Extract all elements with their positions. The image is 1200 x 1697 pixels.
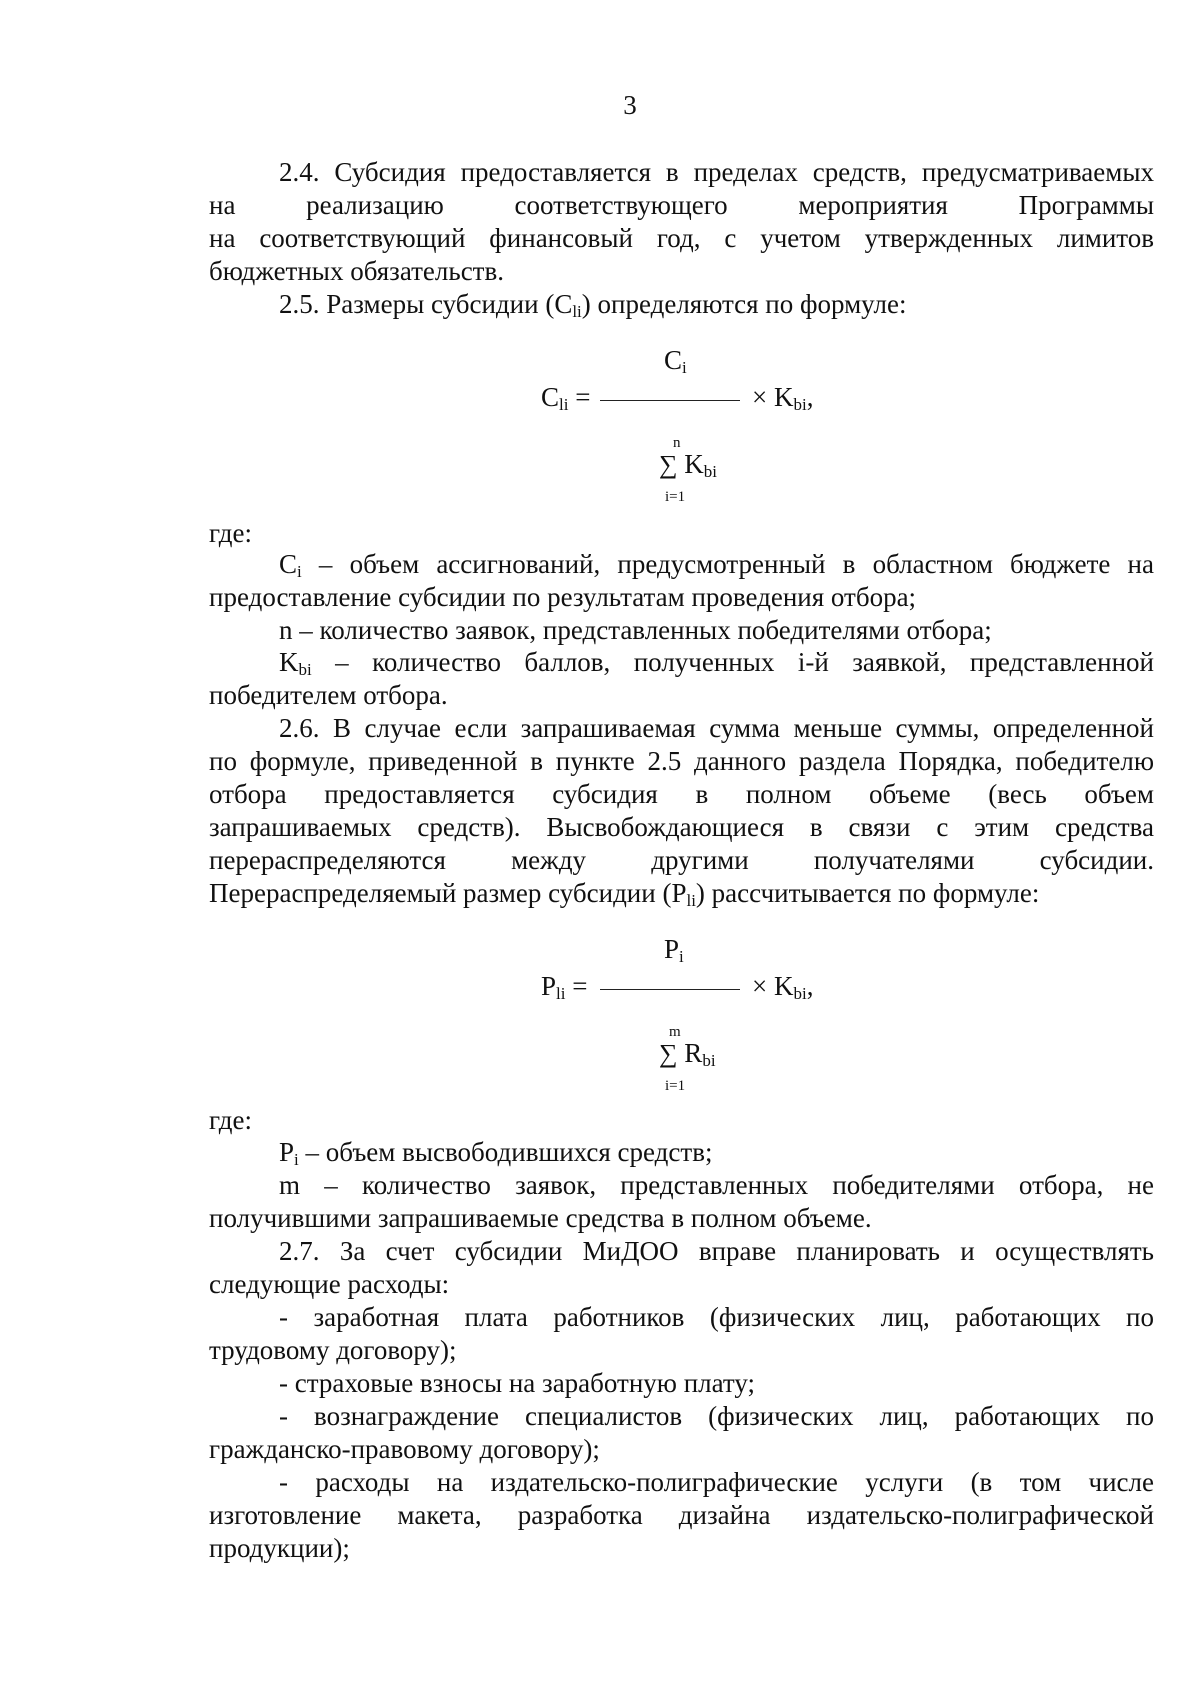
bullet-3-line-1: - вознаграждение специалистов (физических лиц, работающих по <box>279 1401 1154 1431</box>
def-n: n – количество заявок, представленных победителями отбора; <box>279 615 992 645</box>
def-kbi-line-2: победителем отбора. <box>209 680 448 710</box>
def-m-line-1: m – количество заявок, представленных победителями отбора, не <box>279 1170 1154 1200</box>
where-label-2: где: <box>209 1105 252 1135</box>
para-2-6-line-3: отбора предоставляется субсидия в полном объеме (весь объем <box>209 779 1154 809</box>
def-ci-line-1: $C_i$ – объем ассигнований, предусмотренный в областном бюджете на <box>279 549 1154 581</box>
para-2-4-line-4: бюджетных обязательств. <box>209 256 504 286</box>
bullet-4-line-1: - расходы на издательско-полиграфические услуги (в том числе <box>279 1467 1154 1497</box>
formula2-fraction-bar <box>600 989 740 990</box>
formula1-fraction-bar <box>600 400 740 401</box>
para-2-4-line-1: 2.4. Субсидия предоставляется в пределах средств, предусматриваемых <box>279 157 1154 187</box>
para-2-4-line-3: на соответствующий финансовый год, с учетом утвержденных лимитов <box>209 223 1154 253</box>
para-2-5: 2.5. Размеры субсидии $(C_{li})$ определяются по формуле: <box>279 289 907 321</box>
bullet-2: - страховые взносы на заработную плату; <box>279 1368 756 1398</box>
bullet-1-line-2: трудовому договору); <box>209 1335 457 1365</box>
para-2-4-line-2: на реализацию соответствующего мероприятия Программы <box>209 190 1154 220</box>
para-2-6-line-4: запрашиваемых средств). Высвобождающиеся в связи с этим средства <box>209 812 1154 842</box>
def-pi: $P_i$ – объем высвободившихся средств; <box>279 1137 713 1169</box>
formula2-denominator: ∑ $R_{bi}$ <box>659 1038 716 1070</box>
para-2-7-line-1: 2.7. За счет субсидии МиДОО вправе планировать и осуществлять <box>279 1236 1154 1266</box>
formula2-multiplier: × $K_{bi}$, <box>752 971 814 1003</box>
formula2-sum-lower: i=1 <box>665 1078 686 1094</box>
page-number: 3 <box>623 90 637 120</box>
def-m-line-2: получившими запрашиваемые средства в полном объеме. <box>209 1203 872 1233</box>
formula1-sum-lower: i=1 <box>665 489 686 505</box>
bullet-3-line-2: гражданско-правовому договору); <box>209 1434 600 1464</box>
formula1-lhs: $C_{li}$ = <box>541 382 591 414</box>
bullet-4-line-3: продукции); <box>209 1533 350 1563</box>
para-2-6-line-6: Перераспределяемый размер субсидии $(P_{li})$ рассчитывается по формуле: <box>209 878 1040 910</box>
para-2-6-line-2: по формуле, приведенной в пункте 2.5 данного раздела Порядка, победителю <box>209 746 1154 776</box>
formula2-numerator: $P_i$ <box>664 934 684 966</box>
formula2-sum-upper: m <box>669 1024 681 1040</box>
formula1-sum-upper: n <box>673 435 681 451</box>
para-2-6-line-1: 2.6. В случае если запрашиваемая сумма меньше суммы, определенной <box>279 713 1154 743</box>
formula1-denominator: ∑ $K_{bi}$ <box>659 449 718 481</box>
para-2-7-line-2: следующие расходы: <box>209 1269 450 1299</box>
formula-subsidy-size <box>0 345 1200 515</box>
formula1-numerator: $C_i$ <box>664 345 687 377</box>
formula2-lhs: $P_{li}$ = <box>541 971 588 1003</box>
bullet-1-line-1: - заработная плата работников (физических лиц, работающих по <box>279 1302 1154 1332</box>
def-ci-line-2: предоставление субсидии по результатам проведения отбора; <box>209 582 917 612</box>
formula-redistribution <box>0 934 1200 1104</box>
def-kbi-line-1: $K_{bi}$ – количество баллов, полученных i-й заявкой, представленной <box>279 647 1154 679</box>
where-label-1: где: <box>209 518 252 548</box>
bullet-4-line-2: изготовление макета, разработка дизайна издательско-полиграфической <box>209 1500 1154 1530</box>
para-2-6-line-5: перераспределяются между другими получателями субсидии. <box>209 845 1154 875</box>
formula1-multiplier: × $K_{bi}$, <box>752 382 814 414</box>
